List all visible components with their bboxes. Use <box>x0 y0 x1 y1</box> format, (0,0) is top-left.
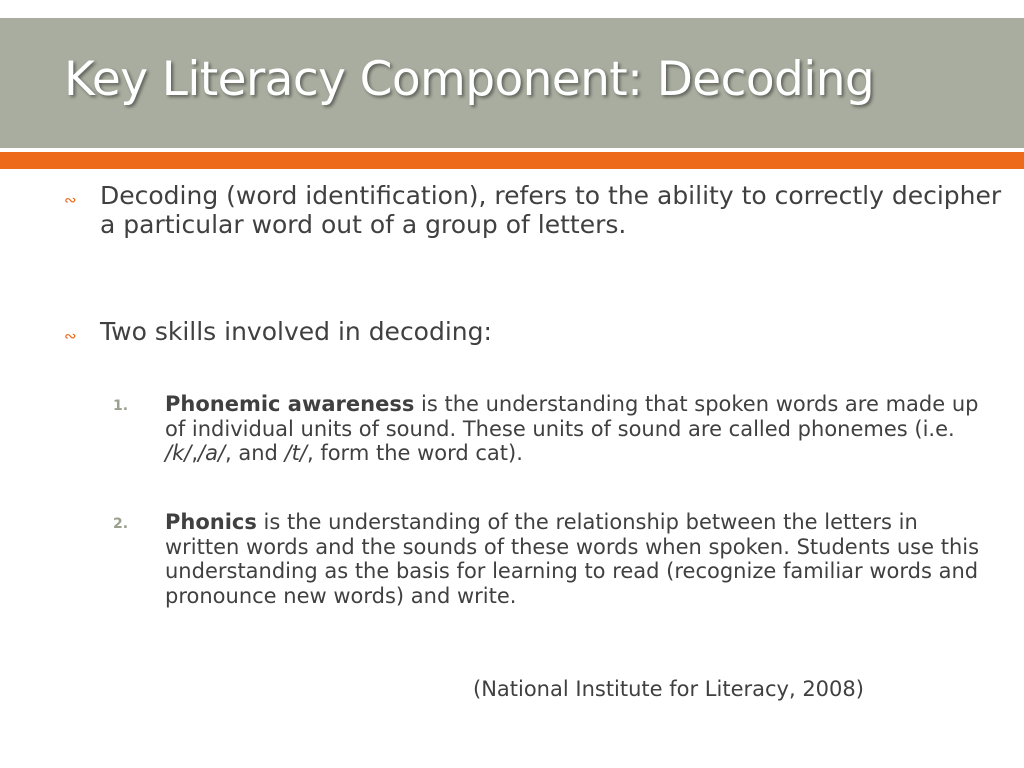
bullet-decoding-definition <box>64 181 1004 239</box>
citation: (National Institute for Literacy, 2008) <box>473 677 864 701</box>
item-term: Phonemic awareness <box>165 392 415 416</box>
bullet-wave-icon: ∾ <box>64 327 77 345</box>
bullet-two-skills <box>64 317 1004 346</box>
phoneme-separator: , <box>191 441 198 465</box>
item-body-end: , form the word cat). <box>306 441 523 465</box>
bullet-wave-icon: ∾ <box>64 191 77 209</box>
item-body: is the understanding that spoken words are made up of individual units of sound. These units of sound are called phonemes (i.e. <box>165 392 979 441</box>
item-number: 2. <box>113 516 129 532</box>
item-text <box>165 392 993 466</box>
item-body: is the understanding of the relationship between the letters in written words and the sounds of these words when spoken. Students use this understanding as the basis for learning to read (recognize familiar words and pronounce new words) and write. <box>165 510 980 608</box>
bullet-text: Decoding (word identification), refers to the ability to correctly decipher a particular word out of a group of letters. <box>100 181 1002 239</box>
numbered-item-phonics <box>113 510 993 608</box>
bullet-text: Two skills involved in decoding: <box>100 317 492 346</box>
item-number: 1. <box>113 398 129 414</box>
numbered-item-phonemic-awareness <box>113 392 993 466</box>
phoneme-k: /k/ <box>165 441 192 465</box>
item-term: Phonics <box>165 510 257 534</box>
phoneme-separator: , and <box>225 441 285 465</box>
phoneme-t: /t/ <box>284 441 307 465</box>
phoneme-a: /a/ <box>198 441 226 465</box>
item-text <box>165 510 993 608</box>
slide-title: Key Literacy Component: Decoding <box>64 52 875 107</box>
